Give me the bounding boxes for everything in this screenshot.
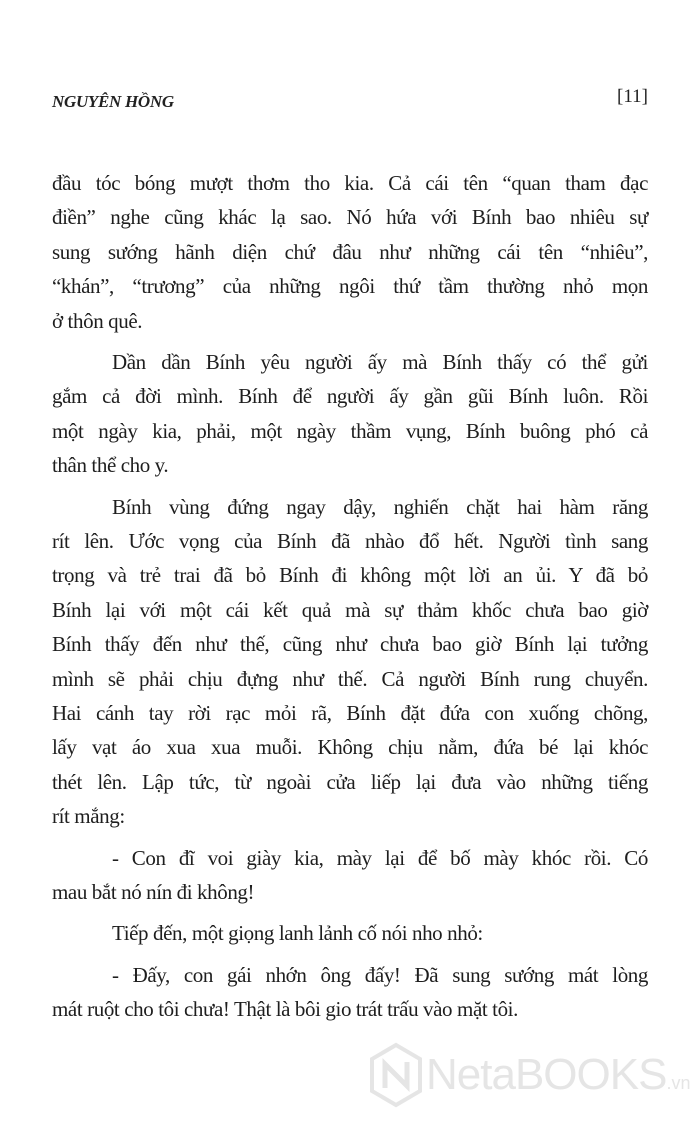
text-line: Bính lại với một cái kết quả mà sự thảm khốc chưa bao giờ bbox=[52, 597, 648, 622]
text-line: lấy vạt áo xua xua muỗi. Không chịu nằm, đứa bé lại khóc bbox=[52, 735, 648, 760]
text-line: sung sướng hãnh diện chứ đâu như những cái tên “nhiêu”, bbox=[52, 239, 648, 264]
text-line: Hai cánh tay rời rạc mỏi rã, Bính đặt đứa con xuống chõng, bbox=[52, 701, 648, 725]
text-line: một ngày kia, phải, một ngày thầm vụng, Bính buông phó cả bbox=[52, 418, 648, 443]
text-line: Tiếp đến, một giọng lanh lảnh cố nói nho nhỏ: bbox=[112, 921, 483, 946]
running-header-author: NGUYÊN HỒNG bbox=[52, 92, 174, 111]
text-line: rít mắng: bbox=[52, 804, 125, 829]
text-line: Bính vùng đứng ngay dậy, nghiến chặt hai hàm răng bbox=[112, 494, 648, 519]
text-line: gắm cả đời mình. Bính để người ấy gần gũi Bính luôn. Rồi bbox=[52, 384, 648, 409]
text-line: điền” nghe cũng khác lạ sao. Nó hứa với Bính bao nhiêu sự bbox=[52, 205, 648, 230]
text-line: Bính thấy đến như thế, cũng như chưa bao giờ Bính lại tưởng bbox=[52, 632, 648, 657]
text-line: mau bắt nó nín đi không! bbox=[52, 880, 255, 904]
text-line: - Đấy, con gái nhớn ông đấy! Đã sung sướng mát lòng bbox=[112, 962, 648, 987]
watermark-suffix: .vn bbox=[666, 1073, 691, 1093]
watermark-text bbox=[426, 1050, 690, 1100]
text-line: thân thể cho y. bbox=[52, 453, 169, 478]
text-line: “khán”, “trương” của những ngôi thứ tầm thường nhỏ mọn bbox=[52, 274, 648, 299]
text-line: Dần dần Bính yêu người ấy mà Bính thấy có thể gửi bbox=[112, 350, 648, 374]
text-line: thét lên. Lập tức, từ ngoài cửa liếp lại đưa vào những tiếng bbox=[52, 769, 648, 794]
page-number: [11] bbox=[617, 86, 648, 107]
text-line: - Con đĩ voi giày kia, mày lại để bố mày khóc rồi. Có bbox=[112, 845, 648, 870]
text-line: đầu tóc bóng mượt thơm tho kia. Cả cái tên “quan tham đạc bbox=[52, 171, 648, 195]
text-line: rít lên. Ước vọng của Bính đã nhào đổ hết. Người tình sang bbox=[52, 529, 648, 553]
netabooks-watermark bbox=[368, 1040, 698, 1110]
text-line: ở thôn quê. bbox=[52, 308, 143, 333]
text-line: mình sẽ phải chịu đựng như thế. Cả người Bính rung chuyển. bbox=[52, 666, 648, 691]
netabooks-logo-icon bbox=[368, 1042, 424, 1108]
text-line: trọng và trẻ trai đã bỏ Bính đi không một lời an ủi. Y đã bỏ bbox=[52, 563, 648, 588]
text-line: mát ruột cho tôi chưa! Thật là bôi gio trát trấu vào mặt tôi. bbox=[52, 997, 518, 1022]
watermark-brand: NetaBOOKS bbox=[426, 1050, 667, 1099]
